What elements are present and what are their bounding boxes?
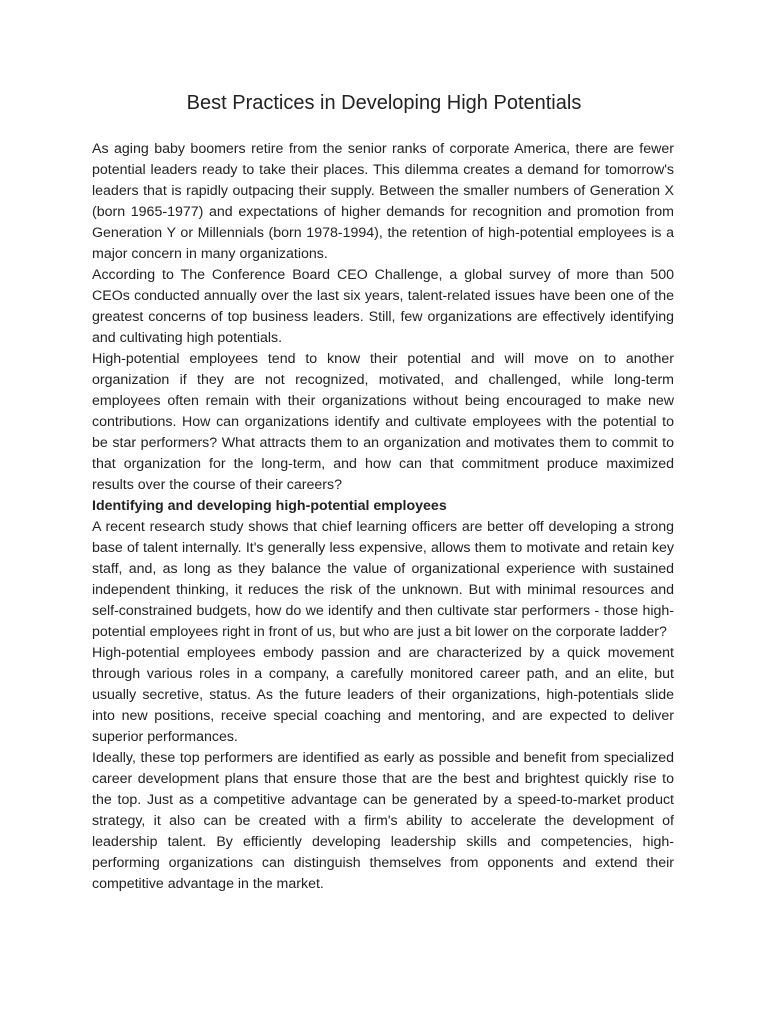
document-title: Best Practices in Developing High Potentials	[186, 92, 582, 114]
paragraph-conference-board: According to The Conference Board CEO Challenge, a global survey of more than 500 CEOs conducted annually over the last six years, talent-related issues have been one of the greatest concerns of top business leaders. Still, few organizations are effectively identifying and cultivating high potentials.	[92, 267, 674, 346]
document-body	[92, 139, 674, 895]
paragraph-intro: As aging baby boomers retire from the senior ranks of corporate America, there are fewer potential leaders ready to take their places. This dilemma creates a demand for tomorrow's leaders that is rapidly outpacing their supply. Between the smaller numbers of Generation X (born 1965-1977) and expectations of higher demands for recognition and promotion from Generation Y or Millennials (born 1978-1994), the retention of high-potential employees is a major concern in many organizations.	[92, 141, 674, 262]
paragraph-competitive-advantage: Ideally, these top performers are identified as early as possible and benefit from specialized career development plans that ensure those that are the best and brightest quickly rise to the top. Just as a competitive advantage can be generated by a speed-to-market product strategy, it also can be created with a firm's ability to accelerate the development of leadership talent. By efficiently developing leadership skills and competencies, high-performing organizations can distinguish themselves from opponents and extend their competitive advantage in the market.	[92, 750, 674, 892]
paragraph-high-potential-traits: High-potential employees embody passion and are characterized by a quick movement through various roles in a company, a carefully monitored career path, and an elite, but usually secretive, status. As the future leaders of their organizations, high-potentials slide into new positions, receive special coaching and mentoring, and are expected to deliver superior performances.	[92, 645, 674, 745]
paragraph-research-study: A recent research study shows that chief learning officers are better off developing a strong base of talent internally. It's generally less expensive, allows them to motivate and retain key staff, and, as long as they balance the value of organizational experience with sustained independent thinking, it reduces the risk of the unknown. But with minimal resources and self-constrained budgets, how do we identify and then cultivate star performers - those high-potential employees right in front of us, but who are just a bit lower on the corporate ladder?	[92, 519, 674, 640]
paragraph-high-potential-retention: High-potential employees tend to know their potential and will move on to another organization if they are not recognized, motivated, and challenged, while long-term employees often remain with their organizations without being encouraged to make new contributions. How can organizations identify and cultivate employees with the potential to be star performers? What attracts them to an organization and motivates them to commit to that organization for the long-term, and how can that commitment produce maximized results over the course of their careers?	[92, 351, 674, 493]
section-heading: Identifying and developing high-potential employees	[92, 498, 447, 514]
